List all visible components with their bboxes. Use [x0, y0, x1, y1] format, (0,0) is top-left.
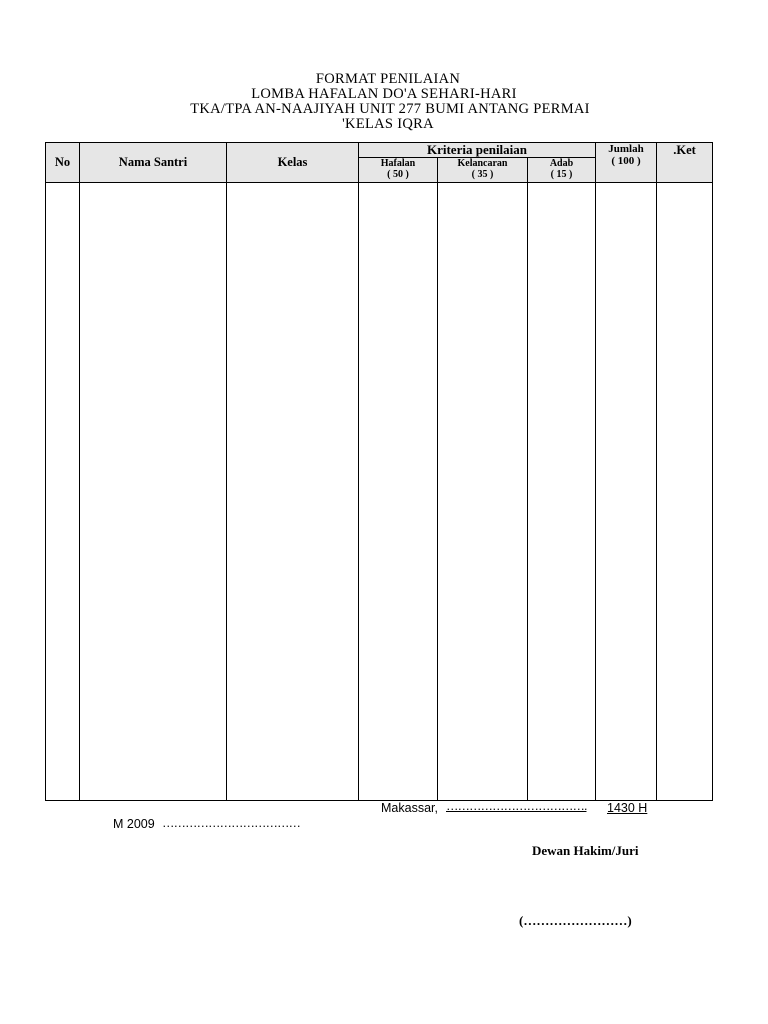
header-hafalan-points: ( 50 ): [387, 169, 409, 180]
title-line-2: LOMBA HAFALAN DO'A SEHARI-HARI: [251, 86, 517, 102]
header-kelancaran: [438, 158, 528, 183]
gregorian-date-blank: ………………………………: [162, 816, 300, 830]
header-jumlah-label: Jumlah: [608, 143, 644, 155]
header-kelas: Kelas: [227, 143, 359, 183]
title-line-3: TKA/TPA AN-NAAJIYAH UNIT 277 BUMI ANTANG PERMAI: [190, 101, 590, 117]
body-cell-nama-santri: [80, 183, 227, 801]
signature-blank: (……………………): [519, 913, 632, 928]
header-hafalan-label: Hafalan: [380, 158, 416, 169]
body-cell-kelas: [227, 183, 359, 801]
place-label: Makassar,: [381, 801, 438, 815]
header-jumlah-points: ( 100 ): [611, 155, 641, 167]
header-kriteria-penilaian: Kriteria penilaian: [359, 143, 596, 158]
document-title: [0, 72, 768, 132]
header-ket: .Ket: [657, 143, 713, 183]
gregorian-year: M 2009: [113, 817, 155, 831]
header-kelancaran-label: Kelancaran: [457, 158, 508, 169]
assessment-table: [45, 142, 713, 801]
header-nama-santri: Nama Santri: [80, 143, 227, 183]
body-cell-jumlah: [596, 183, 657, 801]
body-cell-kelancaran: [438, 183, 528, 801]
header-no: No: [46, 143, 80, 183]
title-line-4: 'KELAS IQRA: [342, 116, 434, 132]
body-cell-ket: [657, 183, 713, 801]
header-adab-label: Adab: [549, 158, 574, 169]
body-cell-hafalan: [359, 183, 438, 801]
body-cell-no: [46, 183, 80, 801]
header-hafalan: [359, 158, 438, 183]
header-kelancaran-points: ( 35 ): [471, 169, 494, 180]
header-adab-points: ( 15 ): [550, 169, 573, 180]
header-jumlah: [596, 143, 657, 183]
body-cell-adab: [528, 183, 596, 801]
header-adab: [528, 158, 596, 183]
jury-label: Dewan Hakim/Juri: [532, 843, 639, 858]
hijri-year: 1430 H: [607, 801, 648, 815]
hijri-date-blank: ……………………………….: [446, 799, 587, 813]
title-line-1: FORMAT PENILAIAN: [315, 71, 461, 87]
